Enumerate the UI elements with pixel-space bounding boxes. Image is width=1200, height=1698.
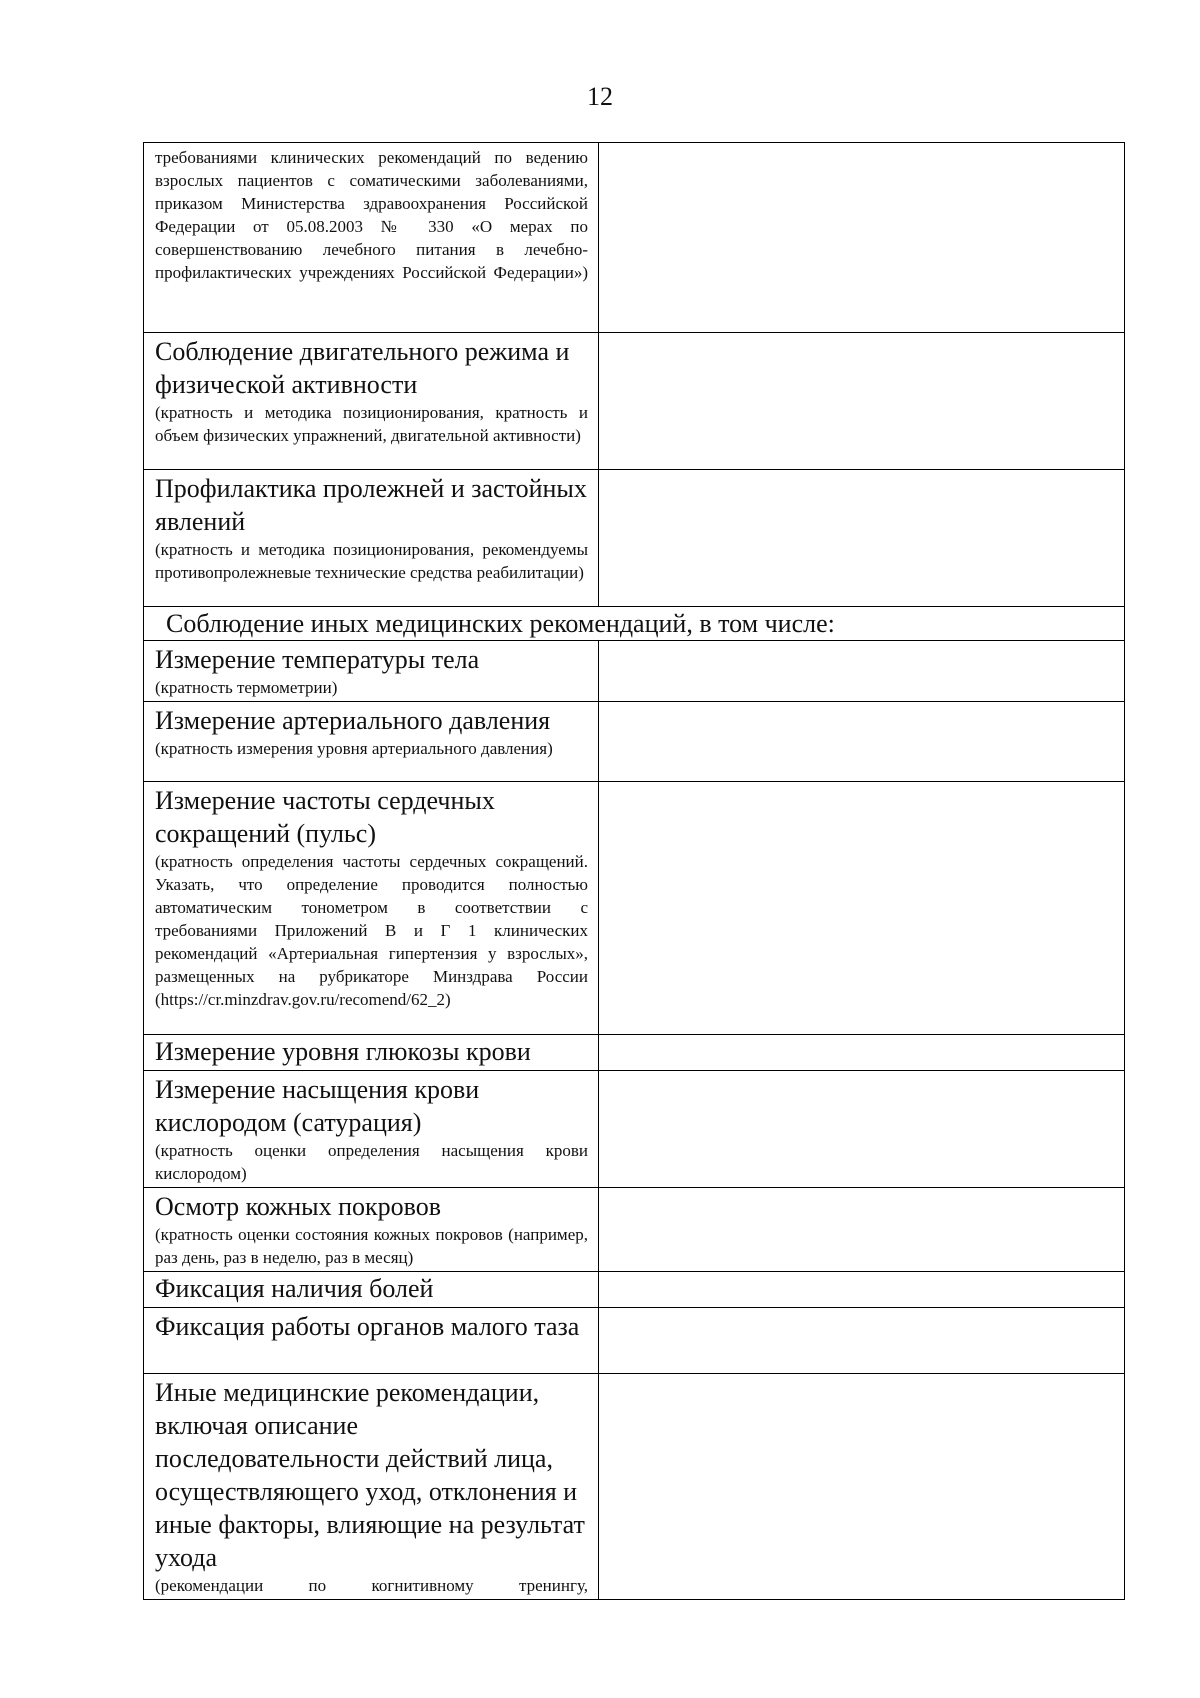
row-title: Осмотр кожных покровов bbox=[155, 1192, 442, 1221]
row-note: (рекомендации по когнитивному тренингу, bbox=[155, 1576, 588, 1595]
row-title: Измерение насыщения крови кислородом (сатурация) bbox=[155, 1075, 480, 1137]
row-title: Измерение частоты сердечных сокращений (пульс) bbox=[155, 786, 495, 848]
row-title: Измерение уровня глюкозы крови bbox=[155, 1037, 531, 1066]
page-number: 12 bbox=[587, 82, 613, 111]
table-row bbox=[144, 1188, 1125, 1272]
row-label-cell bbox=[144, 1188, 599, 1272]
row-note: (кратность и методика позиционирования, рекомендуемы противопролежневые технические средства реабилитации) bbox=[155, 540, 588, 582]
row-value-cell[interactable] bbox=[599, 702, 1125, 782]
row-label-cell bbox=[144, 782, 599, 1035]
row-value-cell[interactable] bbox=[599, 1374, 1125, 1600]
table-row bbox=[144, 1272, 1125, 1308]
row-title: Иные медицинские рекомендации, включая описание последовательности действий лица, осуществляющего уход, отклонения и иные факторы, влияющие на результат ухода bbox=[155, 1378, 585, 1572]
row-note: требованиями клинических рекомендаций по ведению взрослых пациентов с соматическими заболеваниями, приказом Министерства здравоохранения Российской Федерации от 05.08.2003 № 330 «О мерах по совершенствованию лечебного питания в лечебно-профилактических учреждениях Российской Федерации») bbox=[155, 148, 588, 282]
row-title: Фиксация работы органов малого таза bbox=[155, 1312, 580, 1341]
row-value-cell[interactable] bbox=[599, 470, 1125, 607]
row-note: (кратность измерения уровня артериального давления) bbox=[155, 739, 553, 758]
row-value-cell[interactable] bbox=[599, 333, 1125, 470]
row-value-cell[interactable] bbox=[599, 1272, 1125, 1308]
row-label-cell bbox=[144, 143, 599, 333]
row-note: (кратность оценки определения насыщения крови кислородом) bbox=[155, 1141, 588, 1183]
row-title: Соблюдение двигательного режима и физической активности bbox=[155, 337, 570, 399]
row-note: (кратность термометрии) bbox=[155, 678, 338, 697]
row-label-cell bbox=[144, 1374, 599, 1600]
row-label-cell bbox=[144, 1071, 599, 1188]
table-row bbox=[144, 470, 1125, 607]
row-label-cell bbox=[144, 1308, 599, 1374]
table-row bbox=[144, 1308, 1125, 1374]
table-row bbox=[144, 143, 1125, 333]
section-header-cell bbox=[144, 607, 1125, 641]
row-title: Измерение температуры тела bbox=[155, 645, 480, 674]
row-title: Профилактика пролежней и застойных явлений bbox=[155, 474, 587, 536]
row-note: (кратность определения частоты сердечных сокращений. Указать, что определение проводится полностью автоматическим тонометром в соответствии с требованиями Приложений В и Г 1 клинических рекомендаций «Артериальная гипертензия у взрослых», размещенных на рубрикаторе Минздрава России (https://cr.minzdrav.gov.ru/recomend/62_2) bbox=[155, 852, 588, 1009]
row-label-cell bbox=[144, 641, 599, 702]
row-value-cell[interactable] bbox=[599, 1071, 1125, 1188]
table-row bbox=[144, 1035, 1125, 1071]
table-row bbox=[144, 1374, 1125, 1600]
table-row bbox=[144, 641, 1125, 702]
table-row bbox=[144, 702, 1125, 782]
row-label-cell bbox=[144, 1272, 599, 1308]
row-label-cell bbox=[144, 702, 599, 782]
section-title: Соблюдение иных медицинских рекомендаций, в том числе: bbox=[166, 609, 835, 638]
section-header-row bbox=[144, 607, 1125, 641]
row-value-cell[interactable] bbox=[599, 1035, 1125, 1071]
row-value-cell[interactable] bbox=[599, 1308, 1125, 1374]
table-row bbox=[144, 1071, 1125, 1188]
table-row bbox=[144, 782, 1125, 1035]
row-title: Измерение артериального давления bbox=[155, 706, 551, 735]
row-value-cell[interactable] bbox=[599, 641, 1125, 702]
row-value-cell[interactable] bbox=[599, 782, 1125, 1035]
row-label-cell bbox=[144, 1035, 599, 1071]
row-title: Фиксация наличия болей bbox=[155, 1274, 434, 1303]
care-recommendations-table bbox=[143, 142, 1125, 1600]
row-label-cell bbox=[144, 470, 599, 607]
row-label-cell bbox=[144, 333, 599, 470]
row-value-cell[interactable] bbox=[599, 1188, 1125, 1272]
row-note: (кратность и методика позиционирования, кратность и объем физических упражнений, двигательной активности) bbox=[155, 403, 588, 445]
row-note: (кратность оценки состояния кожных покровов (например, раз день, раз в неделю, раз в месяц) bbox=[155, 1225, 588, 1267]
row-value-cell[interactable] bbox=[599, 143, 1125, 333]
table-row bbox=[144, 333, 1125, 470]
